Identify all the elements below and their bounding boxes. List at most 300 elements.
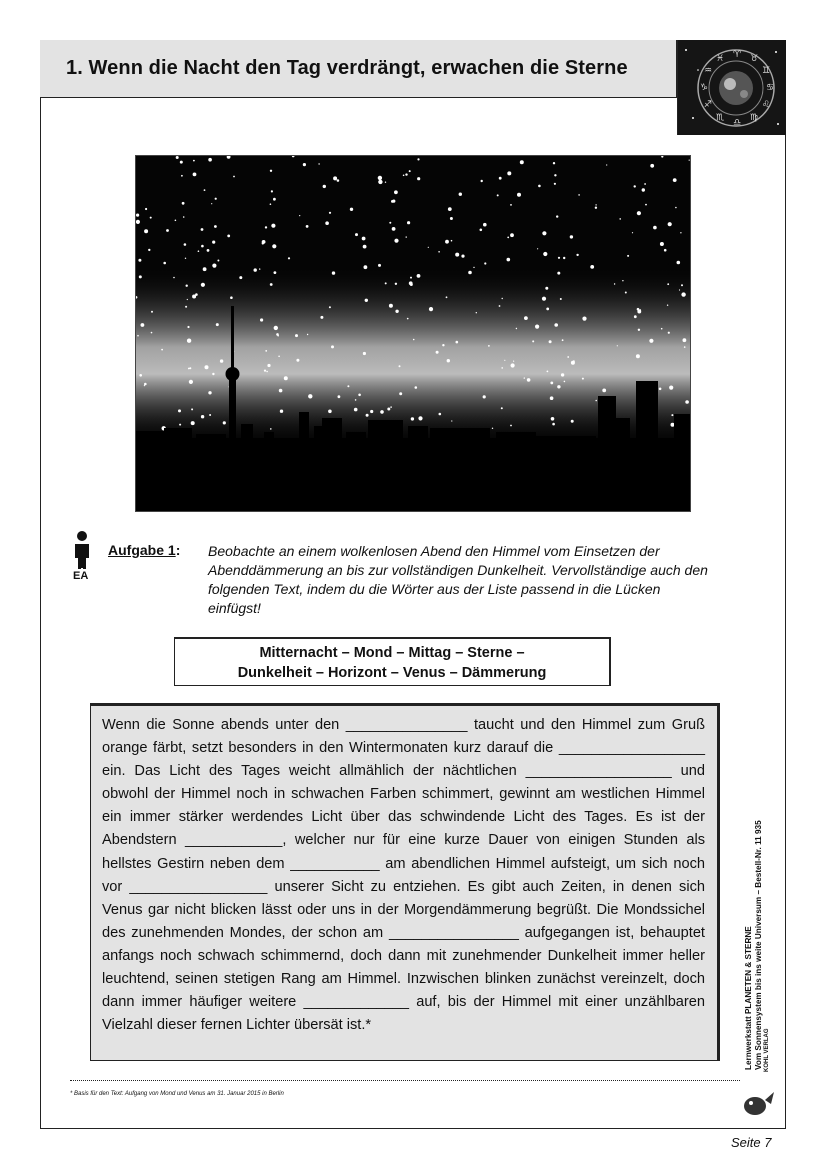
star [284, 376, 288, 380]
star [619, 218, 621, 220]
night-sky-berlin-illustration [135, 155, 691, 512]
star [392, 200, 395, 203]
star [563, 257, 565, 259]
star [212, 373, 214, 375]
star [602, 389, 606, 393]
star [638, 329, 640, 331]
star [145, 208, 147, 210]
cloze-blank[interactable]: _____________ [303, 994, 410, 1011]
star [417, 158, 419, 160]
star [205, 365, 209, 369]
star [144, 383, 147, 386]
star [409, 170, 411, 172]
star [395, 310, 398, 313]
task-instructions: Beobachte an einem wolkenlosen Abend den Himmel vom Einsetzen der Abenddämmerung an bis zur vollständigen Dunkelheit. Vervollständige auch den folgenden Text, indem du die Wörter aus der Liste passend in die Lücken einfügst! [208, 543, 708, 616]
star [681, 292, 685, 296]
star [667, 305, 668, 306]
star [429, 307, 433, 311]
star [549, 340, 552, 343]
star [554, 183, 556, 185]
star [354, 408, 358, 412]
star [415, 386, 418, 389]
star [451, 420, 452, 421]
star [187, 299, 188, 300]
star [277, 335, 279, 337]
star [571, 420, 574, 423]
star [570, 235, 573, 238]
star [484, 262, 486, 264]
cloze-blank[interactable]: ____________ [185, 832, 283, 849]
star [542, 231, 546, 235]
star [296, 359, 299, 362]
star [385, 182, 386, 183]
star [499, 305, 501, 307]
cloze-blank[interactable]: _______________ [345, 717, 468, 733]
star [201, 228, 204, 231]
star [364, 265, 368, 269]
star [303, 163, 306, 166]
word-list-line-1: Mitternacht – Mond – Mittag – Sterne – [259, 645, 525, 661]
star [259, 268, 260, 269]
star [191, 408, 193, 410]
star [673, 178, 677, 182]
word-list-box [174, 637, 611, 686]
star [390, 406, 392, 408]
star [595, 400, 597, 402]
star [538, 185, 541, 188]
star [438, 251, 440, 253]
star [182, 202, 185, 205]
star [179, 424, 181, 426]
star [338, 395, 341, 398]
star [653, 226, 657, 230]
star [649, 339, 653, 343]
star [680, 232, 681, 233]
star [260, 318, 263, 321]
star [564, 381, 566, 383]
star [642, 188, 645, 191]
star [407, 318, 409, 320]
star [677, 261, 681, 265]
star [411, 417, 414, 420]
cloze-blank[interactable]: ________________ [388, 924, 519, 941]
star [448, 207, 452, 211]
star [266, 371, 268, 373]
star [166, 229, 169, 232]
star [389, 222, 391, 224]
star [504, 360, 505, 361]
star [459, 193, 462, 196]
star [186, 285, 188, 287]
star [644, 183, 646, 185]
star [230, 296, 233, 299]
star [270, 428, 272, 430]
star [378, 176, 382, 180]
star [328, 410, 332, 414]
star [480, 229, 483, 232]
star [399, 392, 402, 395]
star [223, 421, 226, 424]
svg-text:♏: ♏ [716, 113, 725, 123]
star [532, 340, 534, 342]
star [337, 179, 340, 182]
star [270, 170, 272, 172]
sidebar-line-1: Lernwerkstatt PLANETEN & STERNE [744, 926, 753, 1070]
star [193, 173, 197, 177]
star [187, 339, 191, 343]
star [659, 388, 662, 391]
star [265, 226, 267, 228]
star [394, 239, 398, 243]
cloze-text: am abendlichen Himmel aufsteigt, um sich noch vor [102, 855, 705, 895]
star [436, 351, 439, 354]
star [545, 287, 548, 290]
star [274, 271, 277, 274]
star [681, 284, 683, 286]
svg-text:♊: ♊ [762, 66, 771, 76]
star [378, 264, 381, 267]
star [552, 423, 555, 426]
star [667, 283, 669, 285]
star [176, 156, 179, 159]
star [554, 323, 558, 327]
star [442, 344, 444, 346]
star [554, 174, 556, 176]
star [274, 326, 278, 330]
star [551, 417, 555, 421]
star [451, 240, 453, 242]
star [405, 173, 407, 175]
star [557, 272, 560, 275]
star [362, 237, 366, 241]
star [625, 292, 627, 294]
star [307, 334, 308, 335]
star [227, 235, 230, 238]
star [645, 204, 647, 206]
star [264, 370, 266, 372]
publisher-logo: KOHL VERLAG [764, 1028, 770, 1072]
star [347, 385, 349, 387]
star [669, 386, 673, 390]
star [192, 295, 196, 299]
star [557, 385, 560, 388]
star [510, 204, 512, 206]
star [502, 298, 503, 299]
star [683, 338, 687, 342]
star [675, 207, 677, 209]
star [178, 409, 181, 412]
star [483, 223, 487, 227]
star [556, 215, 558, 217]
star [370, 410, 373, 413]
svg-text:♑: ♑ [700, 83, 709, 93]
star [272, 244, 276, 248]
star [318, 163, 319, 164]
star [560, 298, 562, 300]
star [660, 242, 664, 246]
svg-text:♉: ♉ [750, 54, 759, 64]
cloze-text: auf, bis der Himmel mit einer unzählbaren Vielzahl dieser fernen Lichter übersät ist.* [102, 994, 706, 1034]
star [446, 296, 448, 298]
star [137, 335, 139, 337]
star [355, 233, 358, 236]
star [510, 425, 512, 427]
star [329, 212, 331, 214]
star [271, 224, 275, 228]
star [161, 349, 163, 351]
star [306, 225, 309, 228]
star [527, 378, 531, 382]
cloze-text-box [90, 703, 720, 1061]
star [689, 160, 690, 161]
star [254, 268, 257, 271]
star [455, 253, 459, 257]
star [553, 162, 555, 164]
star [332, 271, 335, 274]
star [363, 352, 366, 355]
star [546, 308, 549, 311]
star [331, 345, 334, 348]
svg-text:♌: ♌ [762, 100, 771, 110]
star [239, 276, 242, 279]
cloze-text: , welcher nur für eine kurze Dauer von einigen Stunden als hellstes Gestirn neben dem [102, 832, 705, 872]
star [358, 394, 361, 397]
svg-text:♒: ♒ [704, 66, 713, 76]
publisher-mascot-icon [741, 1090, 777, 1118]
star [413, 339, 415, 341]
star [439, 413, 442, 416]
cloze-text: aufgegangen ist, behauptet anfangs noch schwach schimmernd, doch dann mit zunehmender Dunkelheit immer heller leuchtend, seinen stetigen Rang am Himmel. Inzwischen blinken zunächst vereinzelt, doch dann immer häufiger weitere [102, 924, 705, 1011]
star [578, 194, 580, 196]
star [214, 225, 217, 228]
star [208, 158, 212, 162]
star [148, 249, 150, 251]
star [595, 207, 597, 209]
star [410, 283, 413, 286]
star [582, 317, 586, 321]
star [333, 176, 337, 180]
cloze-text: unserer Sicht zu entziehen. Es gibt auch Zeiten, in denen sich Venus gar nicht blicken lässt oder uns in der Morgendämmerung begrüßt. Die Mondssichel des zunehmenden Mondes, der schon am [102, 878, 705, 941]
star [151, 332, 153, 334]
star [513, 361, 514, 362]
star [535, 325, 539, 329]
star [671, 414, 673, 416]
star [141, 323, 145, 327]
star [499, 177, 502, 180]
star [410, 277, 412, 279]
star [350, 208, 353, 211]
star [634, 315, 637, 318]
star [542, 297, 546, 301]
star [637, 310, 641, 314]
star [511, 363, 515, 367]
star [445, 240, 449, 244]
star [510, 233, 514, 237]
star [407, 221, 410, 224]
star [204, 189, 206, 191]
star [387, 408, 390, 411]
star [617, 345, 618, 346]
star [468, 271, 472, 275]
star [550, 382, 553, 385]
star [501, 407, 503, 409]
star [562, 339, 564, 341]
star [144, 229, 148, 233]
star [288, 257, 290, 259]
star [428, 247, 429, 248]
star [567, 356, 569, 358]
star [216, 323, 219, 326]
zodiac-wheel-image [677, 40, 786, 135]
star [606, 164, 607, 165]
star [273, 198, 276, 201]
star [450, 217, 453, 220]
svg-text:♈: ♈ [733, 50, 742, 60]
star [163, 262, 166, 265]
star [501, 367, 503, 369]
star [144, 385, 145, 386]
cloze-blank[interactable]: ___________ [290, 855, 380, 872]
star [664, 249, 667, 252]
cloze-blank[interactable]: __________________ [525, 763, 672, 780]
star [215, 198, 217, 200]
star [637, 211, 641, 215]
star [417, 274, 421, 278]
star [636, 354, 640, 358]
cloze-text: und obwohl der Himmel noch in schwachen Farben schimmert, gewinnt am westlichen Himmel ein immer stärker werdendes Licht über das schwindende Licht des Tages. Es ist der Abendstern [102, 763, 705, 849]
star [185, 306, 187, 308]
star [189, 380, 193, 384]
star [507, 171, 511, 175]
star [483, 395, 486, 398]
star [233, 176, 235, 178]
star [320, 316, 323, 319]
star [627, 255, 629, 257]
star [537, 248, 538, 249]
star [175, 220, 177, 222]
cloze-text: taucht und den Himmel zum Gruß orange färbt, setzt besonders in den Wintermonaten kurz darauf die [102, 717, 705, 757]
star [270, 203, 272, 205]
svg-text:♐: ♐ [704, 100, 713, 110]
star [271, 190, 273, 192]
star [520, 160, 524, 164]
star [201, 283, 205, 287]
star [212, 241, 215, 244]
star [325, 221, 329, 225]
star [138, 259, 141, 262]
star [561, 373, 564, 376]
star [524, 377, 525, 378]
star [481, 180, 483, 182]
star [684, 346, 686, 348]
star [207, 249, 210, 252]
star [279, 389, 283, 393]
cloze-text: Wenn die Sonne abends unter den [102, 717, 340, 733]
star [461, 255, 464, 258]
star [395, 283, 397, 285]
star [661, 328, 663, 330]
star [329, 306, 331, 308]
star [497, 194, 499, 196]
star [295, 334, 298, 337]
star [671, 423, 675, 427]
star [399, 365, 401, 367]
star [632, 232, 633, 233]
star [217, 260, 219, 262]
star [299, 215, 300, 216]
star [203, 267, 207, 271]
page-number: Seite 7 [731, 1135, 772, 1150]
svg-text:♍: ♍ [750, 113, 759, 123]
star [417, 177, 420, 180]
star [524, 316, 528, 320]
svg-text:♋: ♋ [766, 83, 775, 93]
star [590, 265, 594, 269]
star [385, 282, 387, 284]
star [365, 299, 368, 302]
svg-text:♎: ♎ [733, 118, 742, 128]
star [191, 421, 195, 425]
star [139, 275, 142, 278]
star [270, 283, 273, 286]
star [308, 394, 312, 398]
star [150, 217, 152, 219]
star [473, 267, 474, 268]
star [185, 258, 186, 259]
star [418, 416, 422, 420]
star [198, 250, 200, 252]
star [183, 216, 185, 218]
star [201, 415, 204, 418]
star [547, 371, 549, 373]
star [650, 164, 654, 168]
cloze-blank[interactable]: _________________ [129, 878, 268, 895]
star [265, 350, 267, 352]
word-list-line-2: Dunkelheit – Horizont – Venus – Dämmerung [237, 665, 547, 681]
star [355, 399, 357, 401]
star [136, 214, 139, 217]
task-mode-label: EA [73, 570, 89, 582]
star [476, 312, 477, 313]
star [220, 359, 223, 362]
star [679, 289, 680, 290]
star [193, 160, 195, 162]
star [184, 243, 187, 246]
star [180, 161, 183, 164]
star [634, 185, 636, 187]
star [392, 227, 396, 231]
star [403, 175, 405, 177]
star [543, 252, 547, 256]
star [622, 280, 623, 281]
star [550, 396, 554, 400]
star [151, 311, 153, 313]
star [380, 410, 384, 414]
cloze-blank[interactable]: __________________ [558, 740, 706, 757]
star [209, 414, 211, 416]
star [447, 359, 450, 362]
star [571, 361, 575, 365]
star [267, 364, 270, 367]
star [211, 203, 212, 204]
star [262, 242, 264, 244]
star [394, 190, 398, 194]
footnote-divider [70, 1080, 740, 1081]
svg-text:♓: ♓ [716, 54, 725, 64]
star [576, 254, 578, 256]
chapter-title: 1. Wenn die Nacht den Tag verdrängt, erwachen die Sterne [66, 57, 628, 79]
star [278, 356, 280, 358]
